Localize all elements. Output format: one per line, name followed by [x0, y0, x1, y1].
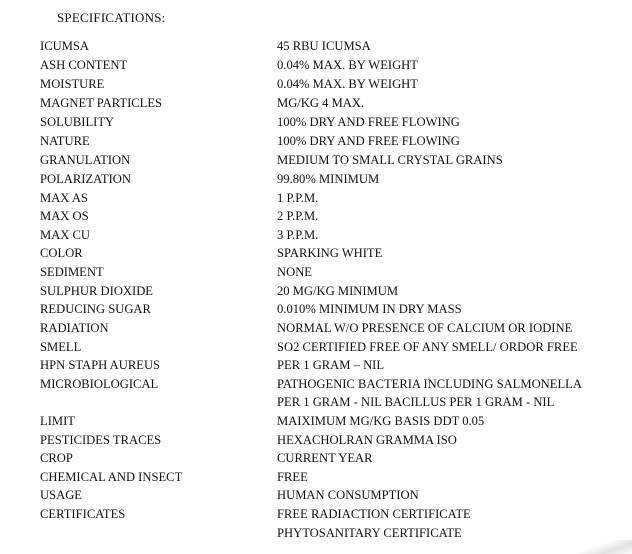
spec-value: PHYTOSANITARY CERTIFICATE — [277, 526, 462, 540]
spec-row-limit — [0, 412, 632, 430]
spec-row-color — [0, 244, 632, 262]
spec-row-solubility — [0, 113, 632, 131]
spec-row-microbiological — [0, 375, 632, 393]
spec-row-hpn-staph-aureus — [0, 356, 632, 374]
spec-row-icumsa — [0, 37, 632, 55]
spec-label: CHEMICAL AND INSECT — [40, 470, 183, 484]
spec-value: MAIXIMUM MG/KG BASIS DDT 0.05 — [277, 414, 485, 428]
spec-row-pesticides-traces — [0, 431, 632, 449]
spec-value: 100% DRY AND FREE FLOWING — [277, 134, 460, 148]
spec-label: MOISTURE — [40, 77, 105, 91]
spec-row-radiation — [0, 319, 632, 337]
spec-row-certificates-cont — [0, 524, 632, 542]
spec-value: HEXACHOLRAN GRAMMA ISO — [277, 433, 457, 447]
spec-value: PATHOGENIC BACTERIA INCLUDING SALMONELLA — [277, 377, 582, 391]
spec-label: LIMIT — [40, 414, 75, 428]
spec-row-nature — [0, 132, 632, 150]
spec-value: SPARKING WHITE — [277, 246, 383, 260]
specifications-heading: SPECIFICATIONS: — [57, 10, 166, 25]
spec-label: USAGE — [40, 488, 82, 502]
spec-row-reducing-sugar — [0, 300, 632, 318]
spec-value: PER 1 GRAM – NIL — [277, 358, 385, 372]
spec-row-microbiological-cont — [0, 393, 632, 411]
spec-row-magnet-particles — [0, 94, 632, 112]
spec-label: MAX CU — [40, 228, 91, 242]
spec-value: CURRENT YEAR — [277, 451, 373, 465]
spec-value: 100% DRY AND FREE FLOWING — [277, 115, 460, 129]
spec-row-polarization — [0, 170, 632, 188]
spec-row-usage — [0, 486, 632, 504]
spec-value: 45 RBU ICUMSA — [277, 39, 371, 53]
spec-row-certificates — [0, 505, 632, 523]
spec-value: SO2 CERTIFIED FREE OF ANY SMELL/ ORDOR FREE — [277, 340, 578, 354]
spec-value: MG/KG 4 MAX. — [277, 96, 365, 110]
spec-row-max-as — [0, 189, 632, 207]
spec-row-sulphur-dioxide — [0, 282, 632, 300]
spec-value: 2 P.P.M. — [277, 209, 319, 223]
spec-value: 0.010% MINIMUM IN DRY MASS — [277, 302, 462, 316]
spec-value: 3 P.P.M. — [277, 228, 319, 242]
spec-value: 0.04% MAX. BY WEIGHT — [277, 58, 418, 72]
page-curl-shadow — [572, 540, 632, 554]
spec-label: CERTIFICATES — [40, 507, 126, 521]
spec-row-granulation — [0, 151, 632, 169]
spec-value: HUMAN CONSUMPTION — [277, 488, 419, 502]
spec-label: RADIATION — [40, 321, 109, 335]
spec-row-chemical-and-insect — [0, 468, 632, 486]
spec-value: FREE RADIACTION CERTIFICATE — [277, 507, 471, 521]
spec-label: COLOR — [40, 246, 83, 260]
spec-label: PESTICIDES TRACES — [40, 433, 162, 447]
spec-label: POLARIZATION — [40, 172, 131, 186]
spec-label: SOLUBILITY — [40, 115, 115, 129]
spec-label: REDUCING SUGAR — [40, 302, 151, 316]
spec-label: SMELL — [40, 340, 82, 354]
spec-label: SULPHUR DIOXIDE — [40, 284, 153, 298]
spec-label: MAGNET PARTICLES — [40, 96, 163, 110]
spec-value: 20 MG/KG MINIMUM — [277, 284, 399, 298]
spec-row-max-os — [0, 207, 632, 225]
spec-label: MAX AS — [40, 191, 88, 205]
spec-label: SEDIMENT — [40, 265, 104, 279]
spec-value: MEDIUM TO SMALL CRYSTAL GRAINS — [277, 153, 503, 167]
spec-label: CROP — [40, 451, 73, 465]
spec-value: NONE — [277, 265, 312, 279]
spec-label: GRANULATION — [40, 153, 131, 167]
spec-value: NORMAL W/O PRESENCE OF CALCIUM OR IODINE — [277, 321, 573, 335]
spec-row-ash-content — [0, 56, 632, 74]
spec-label: MICROBIOLOGICAL — [40, 377, 159, 391]
spec-row-sediment — [0, 263, 632, 281]
spec-value: 1 P.P.M. — [277, 191, 319, 205]
spec-label: MAX OS — [40, 209, 89, 223]
spec-value: 0.04% MAX. BY WEIGHT — [277, 77, 418, 91]
spec-row-smell — [0, 338, 632, 356]
spec-label: NATURE — [40, 134, 90, 148]
spec-value: PER 1 GRAM - NIL BACILLUS PER 1 GRAM - NIL — [277, 395, 555, 409]
spec-row-max-cu — [0, 226, 632, 244]
spec-row-moisture — [0, 75, 632, 93]
spec-label: ICUMSA — [40, 39, 89, 53]
spec-row-crop — [0, 449, 632, 467]
spec-value: 99.80% MINIMUM — [277, 172, 380, 186]
spec-value: FREE — [277, 470, 308, 484]
spec-label: HPN STAPH AUREUS — [40, 358, 161, 372]
spec-label: ASH CONTENT — [40, 58, 128, 72]
